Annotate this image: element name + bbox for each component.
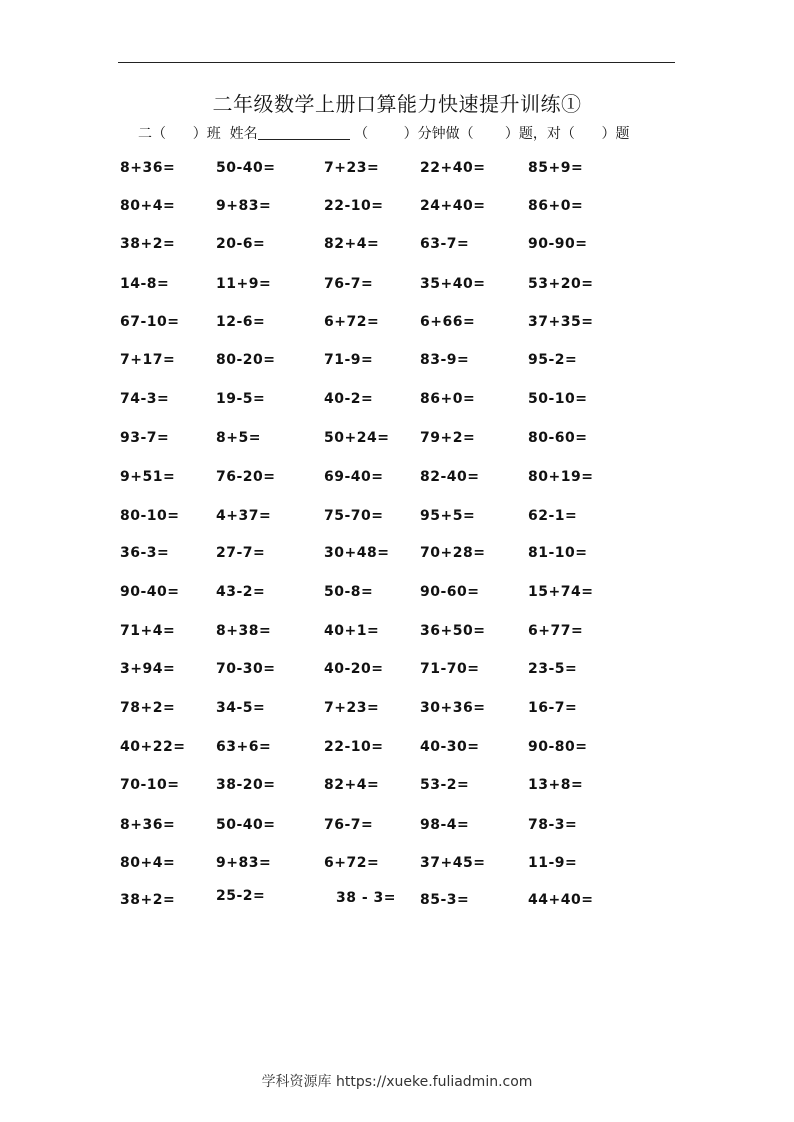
problem-r1-c1: 8+36= (120, 160, 176, 176)
problem-r16-c3: 22-10= (324, 739, 384, 755)
class-name-label: ）班 姓名 (192, 126, 258, 142)
problem-r12-c3: 50-8= (324, 584, 374, 600)
problem-r5-c5: 37+35= (528, 314, 594, 330)
problem-r15-c1: 78+2= (120, 700, 176, 716)
problem-r14-c3: 40-20= (324, 661, 384, 677)
problem-r12-c4: 90-60= (420, 584, 480, 600)
problem-r14-c4: 71-70= (420, 661, 480, 677)
problem-r17-c3: 82+4= (324, 777, 380, 793)
problem-r3-c2: 20-6= (216, 236, 266, 252)
problem-r3-c5: 90-90= (528, 236, 588, 252)
questions-label: ）题，对（ (504, 126, 575, 142)
problem-r4-c5: 53+20= (528, 276, 594, 292)
problem-r9-c1: 9+51= (120, 469, 176, 485)
problem-r4-c2: 11+9= (216, 276, 272, 292)
problem-r17-c1: 70-10= (120, 777, 180, 793)
problem-r14-c5: 23-5= (528, 661, 578, 677)
problem-r9-c4: 82-40= (420, 469, 480, 485)
problem-r19-c4: 37+45= (420, 855, 486, 871)
problem-r20-c4: 85-3= (420, 892, 470, 908)
problem-r8-c5: 80-60= (528, 430, 588, 446)
problem-r10-c2: 4+37= (216, 508, 272, 524)
problem-r10-c1: 80-10= (120, 508, 180, 524)
problem-r2-c4: 24+40= (420, 198, 486, 214)
problem-r13-c5: 6+77= (528, 623, 584, 639)
problem-r8-c1: 93-7= (120, 430, 170, 446)
problem-r10-c4: 95+5= (420, 508, 476, 524)
problem-r11-c1: 36-3= (120, 545, 170, 561)
problem-r5-c3: 6+72= (324, 314, 380, 330)
problem-r19-c5: 11-9= (528, 855, 578, 871)
problem-r9-c5: 80+19= (528, 469, 594, 485)
problem-r6-c5: 95-2= (528, 352, 578, 368)
name-blank[interactable] (258, 125, 350, 140)
top-rule (118, 62, 675, 63)
problem-r18-c5: 78-3= (528, 817, 578, 833)
problem-r17-c2: 38-20= (216, 777, 276, 793)
problem-r3-c3: 82+4= (324, 236, 380, 252)
problem-r13-c1: 71+4= (120, 623, 176, 639)
footer-source: 学科资源库 https://xueke.fuliadmin.com (261, 1074, 533, 1090)
problem-r10-c5: 62-1= (528, 508, 578, 524)
problem-r7-c5: 50-10= (528, 391, 588, 407)
problem-r9-c3: 69-40= (324, 469, 384, 485)
student-info-line (138, 123, 630, 143)
problem-r4-c1: 14-8= (120, 276, 170, 292)
page-title: 二年级数学上册口算能力快速提升训练① (212, 92, 582, 116)
problem-r16-c2: 63+6= (216, 739, 272, 755)
problem-r6-c3: 71-9= (324, 352, 374, 368)
problem-r20-c1: 38+2= (120, 892, 176, 908)
problem-r1-c2: 50-40= (216, 160, 276, 176)
problem-r10-c3: 75-70= (324, 508, 384, 524)
problem-r7-c1: 74-3= (120, 391, 170, 407)
problem-r1-c5: 85+9= (528, 160, 584, 176)
problem-r11-c5: 81-10= (528, 545, 588, 561)
problem-r13-c3: 40+1= (324, 623, 380, 639)
problem-r18-c1: 8+36= (120, 817, 176, 833)
problem-r15-c5: 16-7= (528, 700, 578, 716)
problem-r7-c3: 40-2= (324, 391, 374, 407)
problem-r3-c1: 38+2= (120, 236, 176, 252)
problem-r14-c2: 70-30= (216, 661, 276, 677)
problem-r5-c1: 67-10= (120, 314, 180, 330)
minutes-open: （ (354, 126, 369, 142)
problem-r11-c3: 30+48= (324, 545, 390, 561)
problem-r3-c4: 63-7= (420, 236, 470, 252)
problem-r2-c5: 86+0= (528, 198, 584, 214)
problem-r2-c1: 80+4= (120, 198, 176, 214)
problem-r2-c3: 22-10= (324, 198, 384, 214)
problem-r16-c5: 90-80= (528, 739, 588, 755)
problem-r5-c2: 12-6= (216, 314, 266, 330)
problem-r7-c2: 19-5= (216, 391, 266, 407)
problem-r4-c4: 35+40= (420, 276, 486, 292)
problem-r19-c1: 80+4= (120, 855, 176, 871)
problem-r13-c4: 36+50= (420, 623, 486, 639)
problem-r8-c4: 79+2= (420, 430, 476, 446)
problem-r6-c4: 83-9= (420, 352, 470, 368)
problem-r20-c2: 25-2= (216, 888, 266, 904)
problem-r15-c2: 34-5= (216, 700, 266, 716)
problem-r16-c4: 40-30= (420, 739, 480, 755)
problem-r17-c4: 53-2= (420, 777, 470, 793)
problem-r2-c2: 9+83= (216, 198, 272, 214)
problem-r19-c2: 9+83= (216, 855, 272, 871)
problem-r4-c3: 76-7= (324, 276, 374, 292)
problem-r20-c5: 44+40= (528, 892, 594, 908)
problem-r19-c3: 6+72= (324, 855, 380, 871)
problem-r8-c2: 8+5= (216, 430, 261, 446)
problem-r9-c2: 76-20= (216, 469, 276, 485)
problem-r18-c3: 76-7= (324, 817, 374, 833)
problem-r16-c1: 40+22= (120, 739, 186, 755)
problem-r11-c2: 27-7= (216, 545, 266, 561)
problem-r18-c4: 98-4= (420, 817, 470, 833)
problem-r7-c4: 86+0= (420, 391, 476, 407)
problem-r1-c3: 7+23= (324, 160, 380, 176)
problem-r20-c3: 38 - 3= (336, 890, 397, 906)
problem-r8-c3: 50+24= (324, 430, 390, 446)
problem-r12-c2: 43-2= (216, 584, 266, 600)
problem-r6-c2: 80-20= (216, 352, 276, 368)
problem-r11-c4: 70+28= (420, 545, 486, 561)
problem-r18-c2: 50-40= (216, 817, 276, 833)
correct-label: ）题 (601, 126, 630, 142)
problem-r15-c3: 7+23= (324, 700, 380, 716)
problem-r12-c1: 90-40= (120, 584, 180, 600)
problem-r13-c2: 8+38= (216, 623, 272, 639)
problem-r1-c4: 22+40= (420, 160, 486, 176)
problem-r6-c1: 7+17= (120, 352, 176, 368)
problem-r17-c5: 13+8= (528, 777, 584, 793)
problem-r14-c1: 3+94= (120, 661, 176, 677)
problem-r12-c5: 15+74= (528, 584, 594, 600)
problem-r5-c4: 6+66= (420, 314, 476, 330)
problem-r15-c4: 30+36= (420, 700, 486, 716)
minutes-label: ）分钟做（ (403, 126, 474, 142)
grade-label: 二（ (138, 126, 166, 142)
